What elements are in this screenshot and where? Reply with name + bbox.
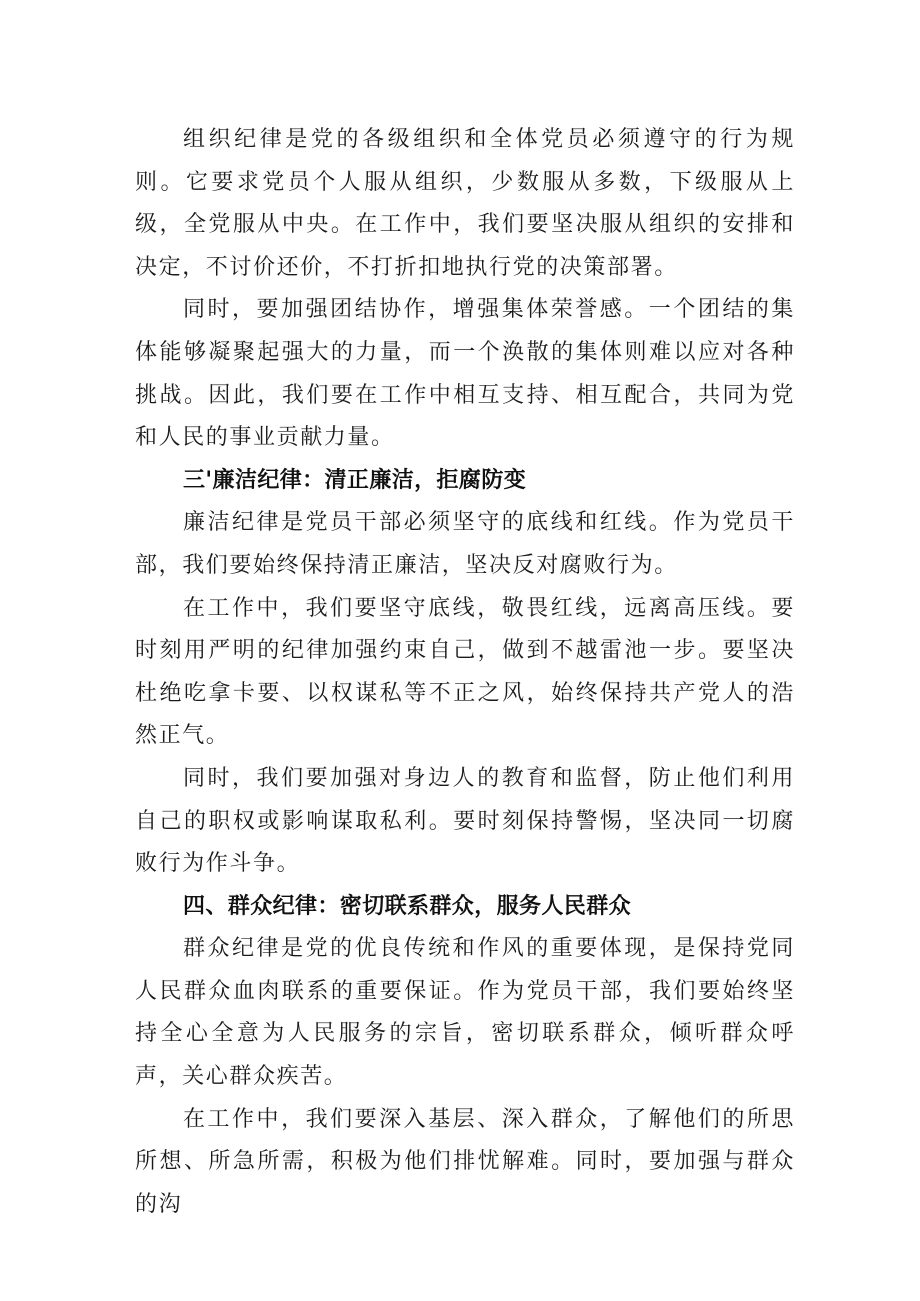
paragraph-mass-discipline: 群众纪律是党的优良传统和作风的重要体现，是保持党同人民群众血肉联系的重要保证。作为党员干部，我们要始终坚持全心全意为人民服务的宗旨，密切联系群众，倾听群众呼声，关心群众疾苦。 [135, 936, 795, 1090]
document-body [135, 119, 795, 1226]
paragraph-integrity-at-work: 在工作中，我们要坚守底线，敬畏红线，远离高压线。要时刻用严明的纪律加强约束自己，做到不越雷池一步。要坚决杜绝吃拿卡要、以权谋私等不正之风，始终保持共产党人的浩然正气。 [135, 595, 795, 749]
paragraph-supervision: 同时，我们要加强对身边人的教育和监督，防止他们利用自己的职权或影响谋取私利。要时刻保持警惕，坚决同一切腐败行为作斗争。 [135, 765, 795, 877]
paragraph-grassroots-work: 在工作中，我们要深入基层、深入群众，了解他们的所思所想、所急所需，积极为他们排忧解难。同时，要加强与群众的沟 [135, 1106, 795, 1217]
paragraph-integrity-baseline: 廉洁纪律是党员干部必须坚守的底线和红线。作为党员干部，我们要始终保持清正廉洁，坚决反对腐败行为。 [135, 510, 795, 578]
section-heading-integrity-discipline: 三'廉洁纪律：清正廉洁，拒腐防变 [183, 467, 527, 493]
section-heading-mass-discipline: 四、群众纪律：密切联系群众，服务人民群众 [183, 893, 632, 919]
paragraph-organizational-discipline: 组织纪律是党的各级组织和全体党员必须遵守的行为规则。它要求党员个人服从组织，少数服从多数，下级服从上级，全党服从中央。在工作中，我们要坚决服从组织的安排和决定，不讨价还价，不打折扣地执行党的决策部署。 [135, 127, 795, 280]
paragraph-unity-cooperation: 同时，要加强团结协作，增强集体荣誉感。一个团结的集体能够凝聚起强大的力量，而一个涣散的集体则难以应对各种挑战。因此，我们要在工作中相互支持、相互配合，共同为党和人民的事业贡献力量。 [135, 297, 795, 451]
